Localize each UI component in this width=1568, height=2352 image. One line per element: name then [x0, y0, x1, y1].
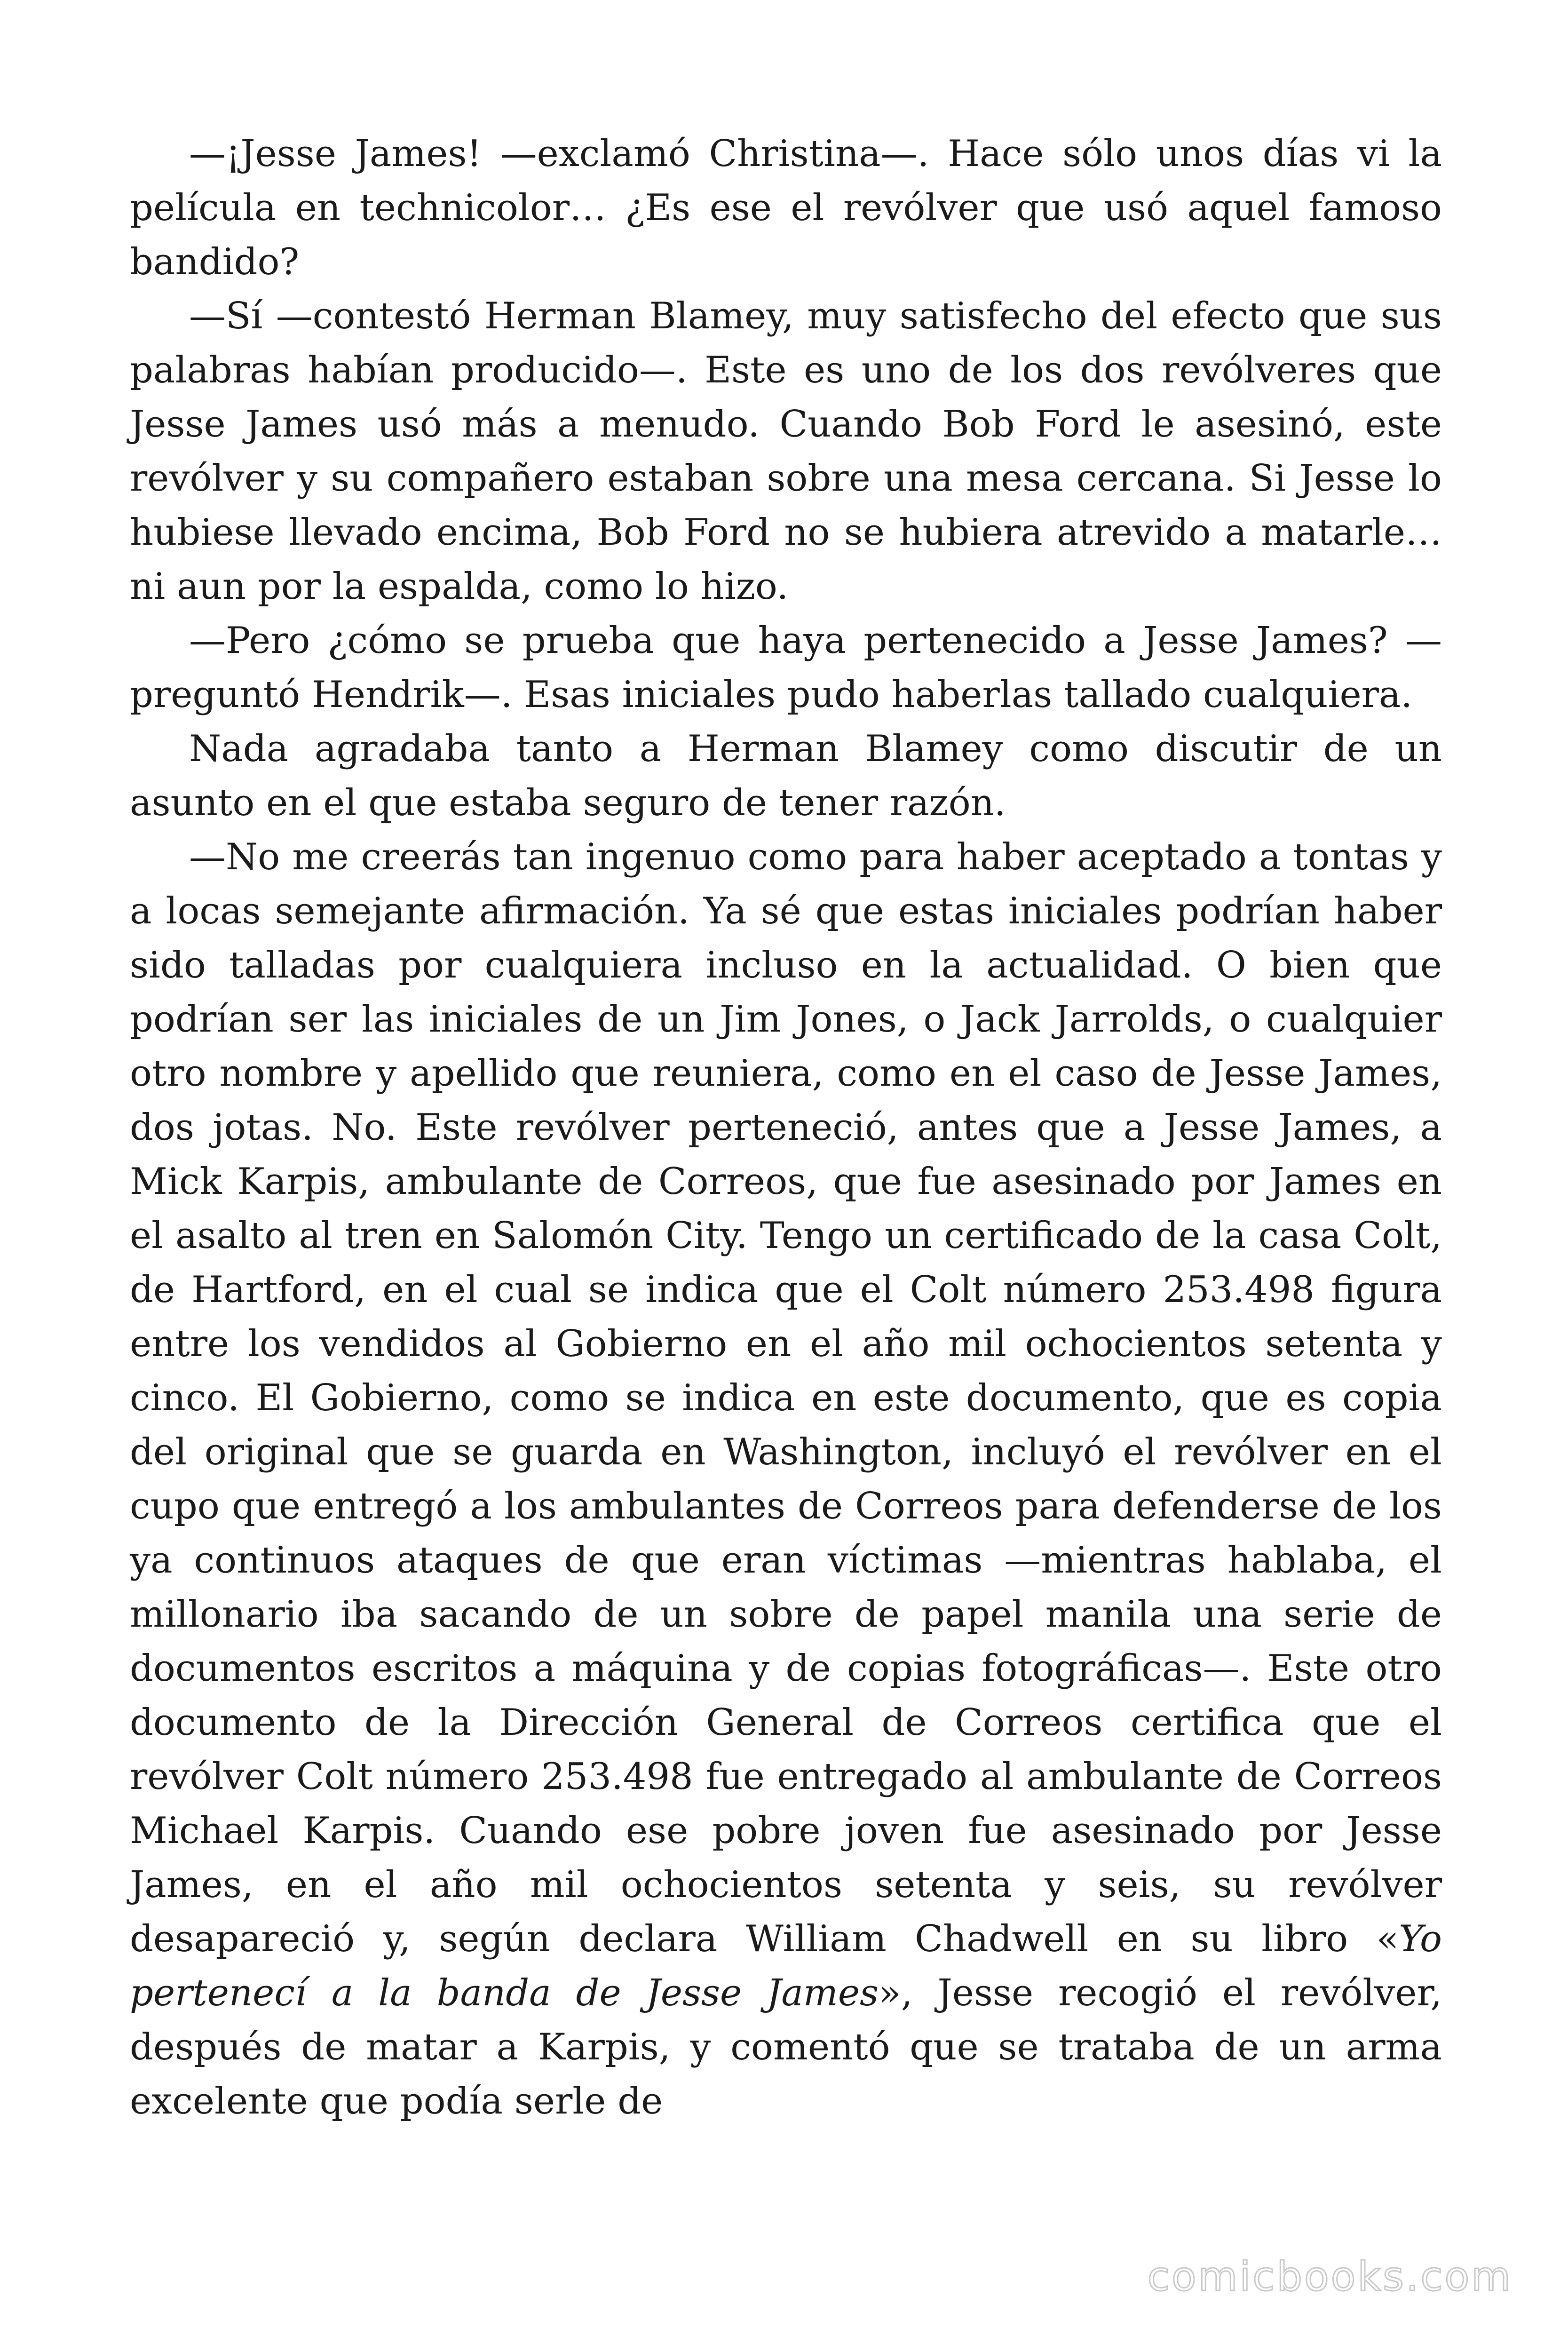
book-title: Yo pertenecí a la banda de Jesse James [130, 1918, 1442, 2014]
page-body-text [130, 127, 1442, 2129]
paragraph-4: Nada agradaba tanto a Herman Blamey como discutir de un asunto en el que estaba seguro de tener razón. [130, 728, 1442, 824]
paragraph-5 [130, 830, 1442, 2129]
paragraph-5-text-after-title: », Jesse recogió el revólver, después de matar a Karpis, y comentó que se trataba de un arma excelente que podía serle de [130, 1972, 1442, 2122]
paragraph-5-text-before-title: —No me creerás tan ingenuo como para haber aceptado a tontas y a locas semejante afirmación. Ya sé que estas iniciales podrían haber sido talladas por cualquiera incluso en la actualidad. O bien que podrían ser las iniciales de un Jim Jones, o Jack Jarrolds, o cualquier otro nombre y apellido que reuniera, como en el caso de Jesse James, dos jotas. No. Este revólver perteneció, antes que a Jesse James, a Mick Karpis, ambulante de Correos, que fue asesinado por James en el asalto al tren en Salomón City. Tengo un certificado de la casa Colt, de Hartford, en el cual se indica que el Colt número 253.498 figura entre los vendidos al Gobierno en el año mil ochocientos setenta y cinco. El Gobierno, como se indica en este documento, que es copia del original que se guarda en Washington, incluyó el revólver en el cupo que entregó a los ambulantes de Correos para defenderse de los ya continuos ataques de que eran víctimas —mientras hablaba, el millonario iba sacando de un sobre de papel manila una serie de documentos escritos a máquina y de copias fotográficas—. Este otro documento de la Dirección General de Correos certifica que el revólver Colt número 253.498 fue entregado al ambulante de Correos Michael Karpis. Cuando ese pobre joven fue asesinado por Jesse James, en el año mil ochocientos setenta y seis, su revólver desapareció y, según declara William Chadwell en su libro « [130, 836, 1442, 1960]
paragraph-2: —Sí —contestó Herman Blamey, muy satisfecho del efecto que sus palabras habían producido—. Este es uno de los dos revólveres que Jesse James usó más a menudo. Cuando Bob Ford le asesinó, este revólver y su compañero estaban sobre una mesa cercana. Si Jesse lo hubiese llevado encima, Bob Ford no se hubiera atrevido a matarle… ni aun por la espalda, como lo hizo. [130, 295, 1442, 608]
paragraph-1: —¡Jesse James! —exclamó Christina—. Hace sólo unos días vi la película en technicolor… ¿Es ese el revólver que usó aquel famoso bandido? [130, 133, 1442, 283]
paragraph-3: —Pero ¿cómo se prueba que haya pertenecido a Jesse James? —preguntó Hendrik—. Esas iniciales pudo haberlas tallado cualquiera. [130, 620, 1442, 716]
watermark: comicbooks.com [1147, 2253, 1513, 2300]
